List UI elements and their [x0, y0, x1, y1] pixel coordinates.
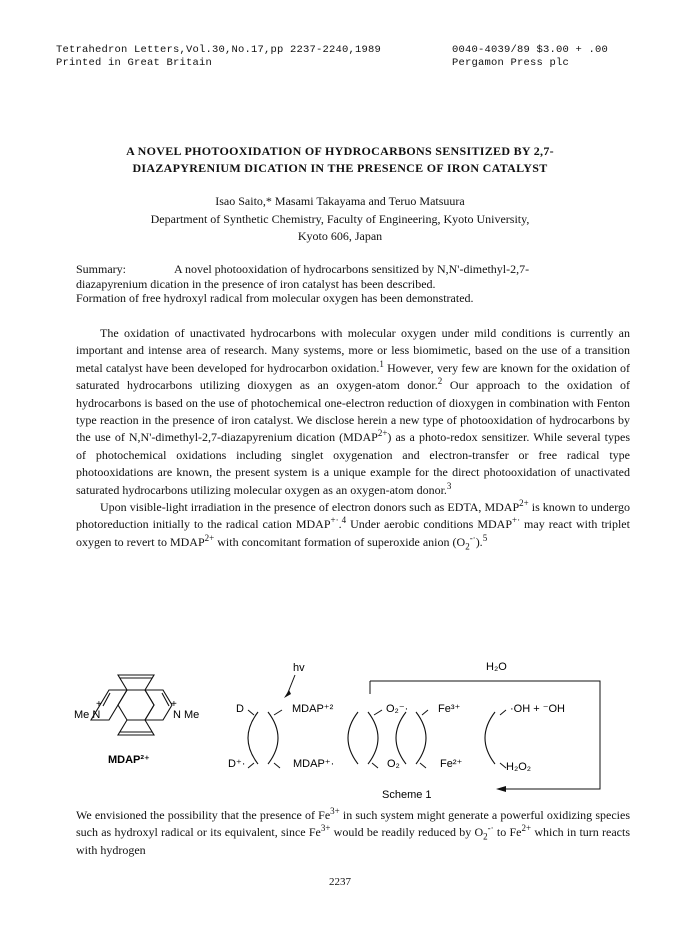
- summary-label: Summary:: [76, 262, 126, 276]
- donor-cation: D⁺·: [228, 758, 246, 770]
- plus-right: +: [171, 699, 177, 710]
- page-number: 2237: [329, 876, 351, 888]
- fe3: Fe³⁺: [438, 703, 461, 715]
- summary-line-3: Formation of free hydroxyl radical from molecular oxygen has been demonstrated.: [76, 291, 474, 305]
- fe2: Fe²⁺: [440, 758, 463, 770]
- citation-line-1: Tetrahedron Letters,Vol.30,No.17,pp 2237-2240,1989: [56, 44, 382, 56]
- hydroxyl-products: ·OH + ⁻OH: [510, 703, 566, 715]
- journal-citation: [56, 44, 381, 70]
- publisher-name: Pergamon Press plc: [452, 57, 570, 69]
- me-right: N Me: [173, 709, 200, 721]
- summary-line-1: A novel photooxidation of hydrocarbons sensitized by N,N'-dimethyl-2,7-: [174, 262, 530, 276]
- h2o-label: H₂O: [486, 661, 507, 673]
- issn-price: 0040-4039/89 $3.00 + .00: [452, 44, 609, 56]
- mdap-structure: [91, 675, 172, 735]
- body-text-1: [76, 325, 630, 551]
- author-block: [40, 193, 640, 246]
- mdap-radical-cation: MDAP⁺·: [293, 758, 335, 770]
- donor-d: D: [236, 703, 244, 715]
- mdap-label: MDAP²⁺: [108, 754, 150, 766]
- summary-block: [76, 262, 630, 306]
- paragraph-3: We envisioned the possibility that the presence of $Fe^{3+}$ in such system might generate a powerful oxidizing species such as hydroxyl radical or its equivalent, since $Fe^{3+}$ would be readily reduced by $O_2^{-\cdot}$ to $Fe^{2+}$ which in turn reacts with hydrogen: [76, 806, 631, 857]
- scheme-caption: Scheme 1: [382, 789, 432, 801]
- hv-label: hv: [293, 662, 305, 674]
- paragraph-1: The oxidation of unactivated hydrocarbons with molecular oxygen under mild conditions is currently an important and intense area of research. Many systems, more or less biomimetic, based on the use of a transition metal catalyst have been developed for hydrocarbon oxidation.$^1$ However, very few are known for the oxidation of saturated hydrocarbons utilizing dioxygen as an oxygen-atom donor.$^2$ Our approach to the oxidation of hydrocarbons is based on the use of photochemical one-electron reduction of dioxygen in combination with Fenton type reaction in the presence of iron catalyst. We disclose herein a new type of photooxidation of hydrocarbons by the use of N,N'-dimethyl-2,7-diazapyrenium dication $(MDAP^{2+})$ as a photo-redox sensitizer. While several types of photochemical oxidations including singlet oxygenation and electron-transfer or free radical type photooxidations are known, the present system is a unique example for the direct photooxidation of unactivated saturated hydrocarbons utilizing molecular oxygen as an oxygen-atom donor.$^3$: [76, 326, 630, 497]
- publisher-info: [452, 44, 608, 70]
- oxygen: O₂: [387, 758, 400, 770]
- body-text-2: [76, 807, 630, 859]
- paper-title: [60, 143, 620, 177]
- affiliation-line-2: Kyoto 606, Japan: [297, 229, 383, 243]
- h2o2: H₂O₂: [506, 761, 532, 773]
- plus-left: +: [96, 699, 102, 710]
- superoxide: O₂⁻·: [386, 703, 409, 715]
- me-left: Me N: [74, 709, 101, 721]
- affiliation-line-1: Department of Synthetic Chemistry, Faculty of Engineering, Kyoto University,: [150, 211, 530, 226]
- title-line-1: A NOVEL PHOTOOXIDATION OF HYDROCARBONS SENSITIZED BY 2,7-: [126, 144, 554, 158]
- title-line-2: DIAZAPYRENIUM DICATION IN THE PRESENCE OF IRON CATALYST: [132, 161, 548, 175]
- citation-line-2: Printed in Great Britain: [56, 57, 213, 69]
- paragraph-2: Upon visible-light irradiation in the presence of electron donors such as EDTA, $MDAP^{2+}$ is known to undergo photoreduction initially to the radical cation MDAP+·.$^4$ Under aerobic conditions MDAP+· may react with triplet oxygen to revert to $MDAP^{2+}$ with concomitant formation of superoxide anion $(O_2^{-\cdot}).^5$: [76, 498, 630, 552]
- summary-line-2: diazapyrenium dication in the presence of iron catalyst has been described.: [76, 276, 436, 291]
- author-names: Isao Saito,* Masami Takayama and Teruo Matsuura: [215, 194, 465, 208]
- mdap-dication: MDAP⁺²: [292, 703, 334, 715]
